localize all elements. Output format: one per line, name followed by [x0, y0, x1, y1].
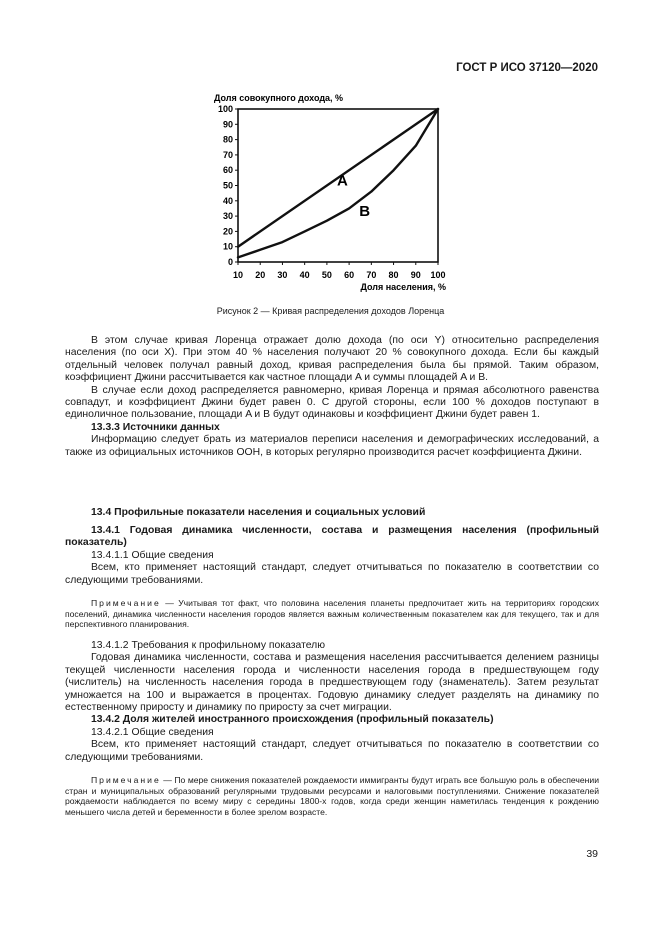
heading-13-4-2-1: 13.4.2.1 Общие сведения: [91, 726, 214, 738]
y-tick-label: 20: [222, 226, 233, 237]
note-1-text: — Учитывая тот факт, что половина населения планеты предпочитает жить на территориях городских поселений, динамика численности населения городов является важным количественным показателем как для текущего, так и для перспективного планирования.: [65, 598, 599, 630]
area-label-a: A: [337, 172, 348, 190]
note-2: [65, 775, 599, 817]
heading-13-4-1: 13.4.1 Годовая динамика численности, состава и размещения населения (профильный показатель): [65, 525, 599, 549]
heading-13-4-1-2: 13.4.1.2 Требования к профильному показателю: [91, 640, 326, 651]
x-tick-label: 10: [232, 270, 244, 280]
note-2-text: — По мере снижения показателей рождаемости иммигранты будут играть все большую роль в обеспечении стран и муниципальных образований регулярными трудовыми ресурсами и налоговыми поступлениями. Снижение показателей рождаемости наблюдается по всему миру с середины 1800-х годов, когда среди женщин наметилась тенденция к рождению меньшего числа детей и беременности в более зрелом возрасте.: [65, 775, 599, 817]
note-1: [65, 598, 599, 630]
y-tick-label: 60: [222, 165, 233, 176]
paragraph-equality: В случае если доход распределяется равномерно, кривая Лоренца и прямая абсолютного равенства совпадут, и коэффициент Джини будет равен 0. С другой стороны, если 100 % доходов поступают в единоличное пользование, площади A и B будут одинаковы и коэффициент Джини будет равен 1.: [65, 384, 599, 421]
paragraph-lorenz: В этом случае кривая Лоренца отражает долю дохода (по оси Y) относительно распределения населения (по оси X). При этом 40 % населения получают 20 % совокупного дохода. Если бы каждый отдельный человек получал равный доход, кривая распределения была бы прямой. Таким образом, коэффициент Джини рассчитывается как частное площади A и суммы площадей A и B.: [65, 335, 599, 384]
text-block-4: [65, 640, 599, 764]
area-label-b: B: [359, 203, 371, 221]
text-block-3: [65, 525, 599, 587]
y-tick-label: 70: [222, 149, 233, 160]
y-tick-label: 40: [222, 195, 233, 206]
y-axis-label: Доля совокупного дохода, %: [214, 93, 344, 103]
paragraph-calculation: Годовая динамика численности, состава и размещения населения рассчитывается делением разницы текущей численности населения города и численности населения города в предшествующем году (числитель) на численность населения города в предшествующем году (знаменатель). Затем результат умножается на 100 и выражается в процентах. Годовую динамику следует разделять на динамику по естественному приросту и динамику по приросту за счет миграции.: [65, 652, 599, 714]
note-label: Примечание: [91, 775, 161, 785]
heading-13-3-3: 13.3.3 Источники данных: [91, 421, 220, 433]
y-tick-label: 50: [222, 180, 233, 191]
x-tick-label: 90: [410, 270, 421, 280]
heading-13-4-2: 13.4.2 Доля жителей иностранного происхождения (профильный показатель): [91, 714, 494, 726]
text-block-2: [65, 507, 599, 519]
x-tick-label: 60: [344, 270, 355, 280]
x-tick-label: 20: [255, 270, 266, 280]
page-number: 39: [586, 848, 598, 860]
x-tick-label: 100: [430, 270, 446, 280]
note-label: Примечание: [91, 598, 161, 608]
y-tick-label: 100: [217, 104, 233, 114]
heading-13-4: 13.4 Профильные показатели населения и социальных условий: [91, 507, 426, 518]
x-axis-label: Доля населения, %: [360, 282, 446, 292]
x-tick-label: 30: [277, 270, 288, 280]
figure-caption: Рисунок 2 — Кривая распределения доходов Лоренца: [216, 306, 445, 316]
paragraph-reporting-1: Всем, кто применяет настоящий стандарт, следует отчитываться по показателю в соответствии со следующими требованиями.: [65, 562, 599, 586]
paragraph-reporting-2: Всем, кто применяет настоящий стандарт, следует отчитываться по показателю в соответствии со следующими требованиями.: [65, 739, 599, 763]
y-tick-label: 10: [222, 241, 233, 252]
lorenz-chart: [0, 0, 661, 310]
heading-13-4-1-1: 13.4.1.1 Общие сведения: [91, 549, 214, 561]
y-tick-label: 0: [227, 257, 233, 267]
x-tick-label: 50: [321, 270, 332, 280]
x-ticks: [233, 262, 446, 280]
x-tick-label: 40: [299, 270, 310, 280]
y-tick-label: 90: [222, 119, 233, 130]
text-block-1: [65, 335, 599, 459]
y-tick-label: 80: [222, 134, 233, 145]
y-tick-label: 30: [222, 211, 233, 222]
x-tick-label: 70: [366, 270, 377, 280]
paragraph-sources: Информацию следует брать из материалов переписи населения и демографических исследований, а также из официальных источников ООН, в которых регулярно производится расчет коэффициента Джини.: [65, 434, 599, 458]
x-tick-label: 80: [388, 270, 399, 280]
document-code: ГОСТ Р ИСО 37120—2020: [456, 62, 598, 74]
y-ticks: [218, 104, 238, 267]
